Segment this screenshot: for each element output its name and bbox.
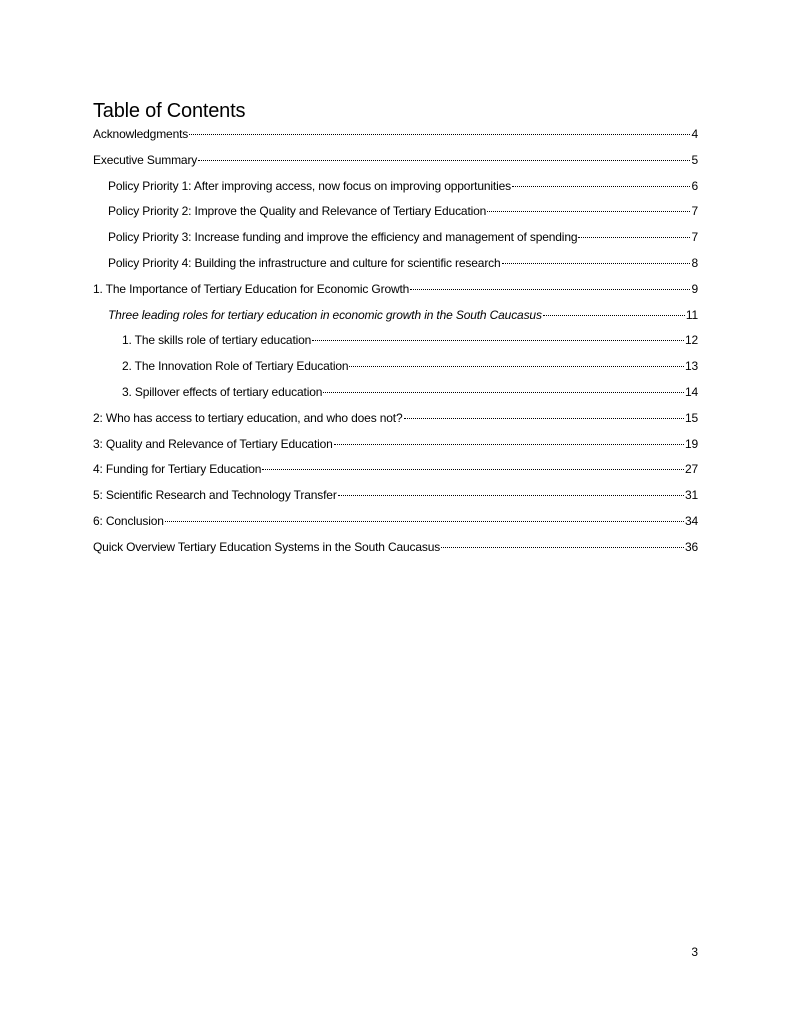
toc-entry-page: 11 bbox=[685, 307, 698, 322]
toc-entry-page: 27 bbox=[684, 462, 698, 477]
toc-leader-dots bbox=[323, 392, 684, 393]
toc-title: Table of Contents bbox=[93, 100, 246, 122]
toc-leader-dots bbox=[165, 521, 684, 522]
toc-entry-page: 6 bbox=[691, 178, 698, 193]
toc-entry-text: 3: Quality and Relevance of Tertiary Education bbox=[93, 436, 333, 451]
toc-entry-text: Policy Priority 2: Improve the Quality and Relevance of Tertiary Education bbox=[108, 204, 487, 219]
toc-entry[interactable] bbox=[93, 356, 698, 382]
toc-leader-dots bbox=[502, 263, 690, 264]
toc-list bbox=[93, 124, 698, 563]
toc-entry-page: 19 bbox=[684, 436, 698, 451]
toc-entry[interactable] bbox=[93, 434, 698, 460]
toc-entry-page: 36 bbox=[684, 539, 698, 554]
toc-leader-dots bbox=[334, 444, 684, 445]
toc-entry-text: Policy Priority 4: Building the infrastructure and culture for scientific research bbox=[108, 255, 501, 270]
toc-entry-text: Quick Overview Tertiary Education Systems in the South Caucasus bbox=[93, 539, 441, 554]
toc-leader-dots bbox=[487, 211, 690, 212]
toc-leader-dots bbox=[404, 418, 684, 419]
toc-entry-page: 12 bbox=[684, 333, 698, 348]
toc-entry[interactable] bbox=[93, 485, 698, 511]
toc-entry-page: 31 bbox=[684, 488, 698, 503]
toc-entry[interactable] bbox=[93, 382, 698, 408]
toc-leader-dots bbox=[441, 547, 684, 548]
toc-entry-page: 13 bbox=[684, 359, 698, 374]
toc-entry-text: Executive Summary bbox=[93, 152, 198, 167]
toc-entry-text: Policy Priority 3: Increase funding and improve the efficiency and management of spending bbox=[108, 230, 578, 245]
toc-entry-page: 4 bbox=[691, 127, 698, 141]
toc-leader-dots bbox=[543, 315, 685, 316]
toc-entry-page: 7 bbox=[691, 230, 698, 245]
toc-entry-text: 4: Funding for Tertiary Education bbox=[93, 462, 262, 477]
toc-leader-dots bbox=[410, 289, 690, 290]
toc-entry[interactable] bbox=[93, 150, 698, 176]
toc-entry-text: 1. The skills role of tertiary education bbox=[122, 333, 312, 348]
toc-entry-text: Policy Priority 1: After improving access, now focus on improving opportunities bbox=[108, 178, 512, 193]
toc-leader-dots bbox=[338, 495, 684, 496]
toc-entry-text: 2: Who has access to tertiary education, and who does not? bbox=[93, 410, 403, 425]
toc-entry-page: 5 bbox=[691, 152, 698, 167]
toc-entry[interactable] bbox=[93, 124, 698, 150]
toc-entry[interactable] bbox=[93, 253, 698, 279]
toc-entry[interactable] bbox=[93, 227, 698, 253]
toc-entry-page: 9 bbox=[691, 281, 698, 296]
toc-entry[interactable] bbox=[93, 459, 698, 485]
toc-entry-text: 2. The Innovation Role of Tertiary Education bbox=[122, 359, 349, 374]
toc-entry-text: 5: Scientific Research and Technology Transfer bbox=[93, 488, 337, 503]
toc-entry-page: 14 bbox=[684, 384, 698, 399]
toc-leader-dots bbox=[312, 340, 684, 341]
toc-leader-dots bbox=[578, 237, 690, 238]
toc-leader-dots bbox=[189, 134, 690, 135]
toc-leader-dots bbox=[198, 160, 690, 161]
toc-entry-text: 3. Spillover effects of tertiary education bbox=[122, 384, 323, 399]
toc-entry-page: 8 bbox=[691, 255, 698, 270]
toc-entry-text: 6: Conclusion bbox=[93, 513, 164, 528]
toc-entry-page: 7 bbox=[691, 204, 698, 219]
toc-entry[interactable] bbox=[93, 330, 698, 356]
toc-entry[interactable] bbox=[93, 511, 698, 537]
toc-leader-dots bbox=[262, 469, 684, 470]
toc-entry[interactable] bbox=[93, 408, 698, 434]
toc-entry[interactable] bbox=[93, 201, 698, 227]
toc-entry[interactable] bbox=[93, 176, 698, 202]
toc-entry-page: 15 bbox=[684, 410, 698, 425]
toc-entry-text: Three leading roles for tertiary education in economic growth in the South Caucasus bbox=[108, 307, 542, 322]
toc-entry-text: 1. The Importance of Tertiary Education for Economic Growth bbox=[93, 281, 410, 296]
toc-entry-page: 34 bbox=[684, 513, 698, 528]
toc-entry[interactable] bbox=[93, 537, 698, 563]
toc-entry-text: Acknowledgments bbox=[93, 127, 189, 141]
toc-leader-dots bbox=[512, 186, 690, 187]
toc-leader-dots bbox=[349, 366, 684, 367]
toc-entry[interactable] bbox=[93, 305, 698, 331]
toc-entry[interactable] bbox=[93, 279, 698, 305]
page-number: 3 bbox=[691, 945, 698, 959]
